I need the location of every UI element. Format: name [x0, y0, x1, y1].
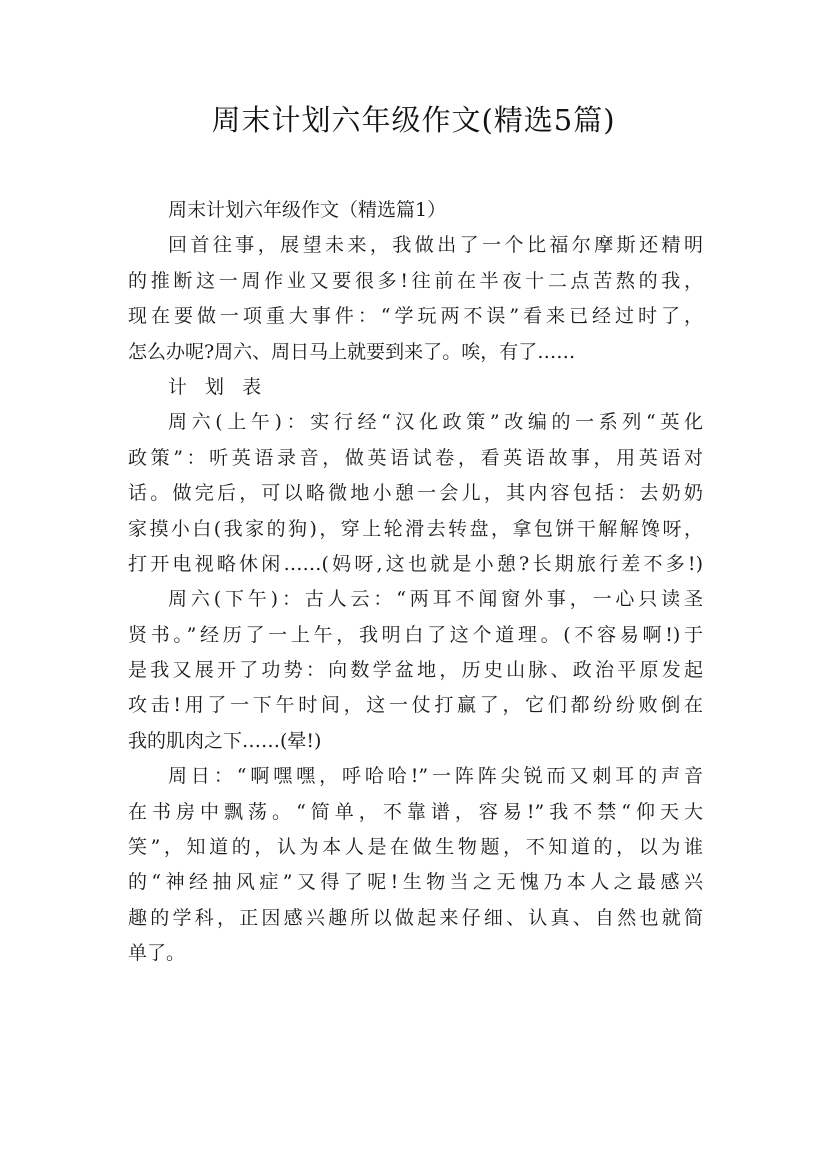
- paragraph-line: 的“神经抽风症”又得了呢!生物当之无愧乃本人之最感兴: [128, 871, 703, 894]
- document-body: [128, 193, 703, 972]
- plan-table-heading: 计 划 表: [168, 375, 268, 398]
- paragraph-line: 我的肌肉之下……(晕!): [128, 729, 322, 752]
- paragraph-line: 贤书。”经历了一上午，我明白了这个道理。(不容易啊!)于: [128, 623, 703, 646]
- paragraph-line: 家摸小白(我家的狗)，穿上轮滑去转盘，拿包饼干解解馋呀，: [128, 517, 703, 540]
- paragraph-line: 单了。: [128, 942, 186, 965]
- paragraph-line: 是我又展开了功势：向数学盆地，历史山脉、政治平原发起: [128, 659, 703, 682]
- paragraph-line: 话。做完后，可以略微地小憩一会儿，其内容包括：去奶奶: [128, 482, 703, 505]
- paragraph-line: 怎么办呢?周六、周日马上就要到来了。唉，有了……: [128, 340, 576, 363]
- paragraph-line: 攻击!用了一下午时间，这一仗打赢了，它们都纷纷败倒在: [128, 694, 703, 717]
- paragraph-line: 周六(上午)：实行经“汉化政策”改编的一系列“英化: [168, 411, 703, 434]
- paragraph-line: 现在要做一项重大事件：“学玩两不误”看来已经过时了，: [128, 305, 703, 328]
- paragraph-line: 在书房中飘荡。“简单，不靠谱，容易!”我不禁“仰天大: [128, 800, 703, 823]
- document-title: 周末计划六年级作文(精选5篇): [211, 103, 616, 137]
- paragraph-line: 回首往事，展望未来，我做出了一个比福尔摩斯还精明: [168, 234, 703, 257]
- section-heading: 周末计划六年级作文（精选篇1）: [168, 199, 447, 221]
- paragraph-line: 政策”：听英语录音，做英语试卷，看英语故事，用英语对: [128, 446, 703, 469]
- paragraph-line: 周日：“啊嘿嘿，呼哈哈!”一阵阵尖锐而又刺耳的声音: [168, 765, 703, 788]
- paragraph-line: 打开电视略休闲……(妈呀,这也就是小憩?长期旅行差不多!): [128, 552, 703, 575]
- paragraph-line: 趣的学科，正因感兴趣所以做起来仔细、认真、自然也就简: [128, 906, 703, 929]
- paragraph-line: 的推断这一周作业又要很多!往前在半夜十二点苦熬的我，: [128, 269, 703, 292]
- paragraph-line: 周六(下午)：古人云：“两耳不闻窗外事，一心只读圣: [168, 588, 703, 611]
- paragraph-line: 笑”，知道的，认为本人是在做生物题，不知道的，以为谁: [128, 836, 703, 859]
